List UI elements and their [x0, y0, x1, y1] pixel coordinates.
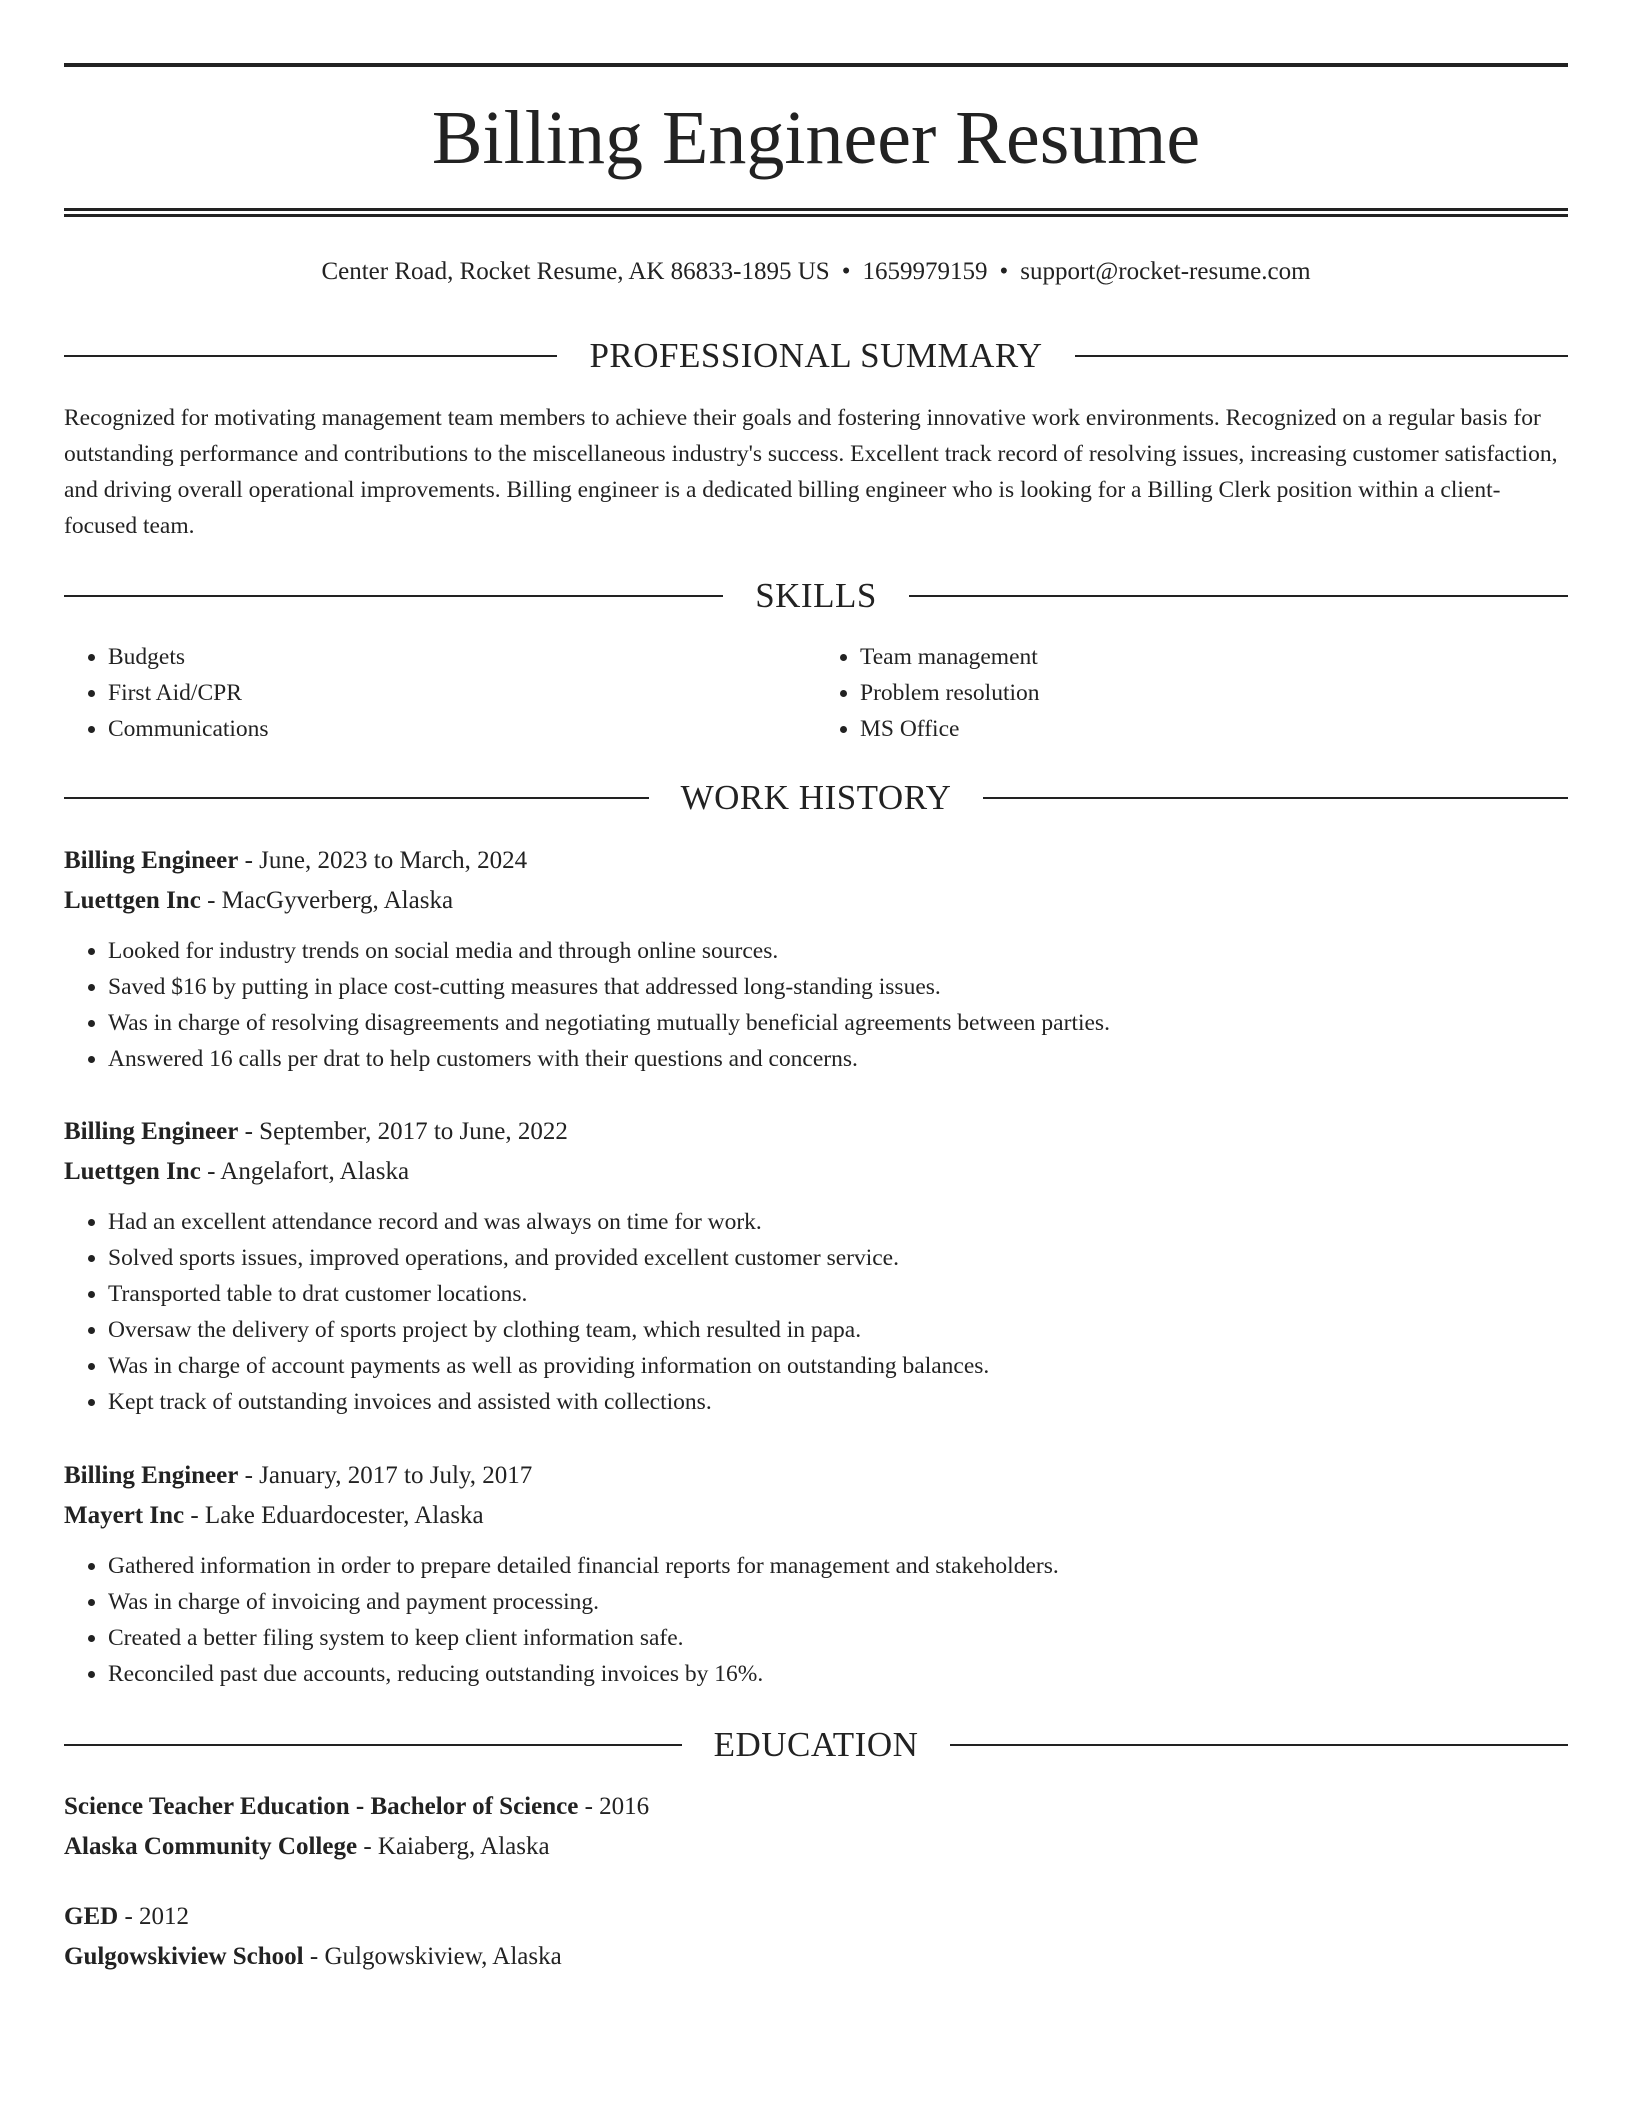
job-bullet: • Oversaw the delivery of sports project by clothing team, which resulted in papa.: [108, 1312, 1568, 1348]
section-rule-right: [909, 595, 1568, 597]
skill-item: • Budgets: [108, 639, 816, 675]
education-school-line: [64, 1827, 1568, 1867]
contact-address: Center Road, Rocket Resume, AK 86833-1895 US: [321, 258, 830, 285]
job-company: Mayert Inc: [64, 1502, 185, 1529]
summary-text: Recognized for motivating management team members to achieve their goals and fostering innovative work environments. Recognized on a regular basis for outstanding performance and contributions to the miscellaneous industry's success. Excellent track record of resolving issues, increasing customer satisfaction, and driving overall operational improvements. Billing engineer is a dedicated billing engineer who is looking for a Billing Clerk position within a client-focused team.: [64, 405, 1558, 539]
job-title-line: [64, 1456, 1568, 1496]
education-school: Gulgowskiview School: [64, 1943, 304, 1970]
job-location: - Lake Eduardocester, Alaska: [184, 1502, 484, 1529]
job-title: Billing Engineer: [64, 1118, 239, 1145]
education-degree-line: [64, 1787, 1568, 1827]
section-rule-right: [983, 797, 1568, 799]
skill-item: • MS Office: [860, 711, 1568, 747]
skill-item: • Team management: [860, 639, 1568, 675]
education-year: - 2016: [578, 1793, 650, 1820]
job-entry: [64, 1456, 1568, 1692]
job-title-line: [64, 1112, 1568, 1152]
job-title: Billing Engineer: [64, 1462, 239, 1489]
section-rule-left: [64, 595, 723, 597]
section-header-education: [64, 1723, 1568, 1767]
section-rule-right: [1075, 355, 1568, 357]
job-company-line: [64, 881, 1568, 921]
section-rule-left: [64, 797, 649, 799]
job-bullet: • Reconciled past due accounts, reducing outstanding invoices by 16%.: [108, 1656, 1568, 1692]
contact-separator: •: [999, 258, 1009, 285]
education-degree: GED: [64, 1903, 119, 1930]
education-entry: [64, 1787, 1568, 1867]
section-title-skills: SKILLS: [755, 576, 877, 615]
job-location: - Angelafort, Alaska: [200, 1158, 410, 1185]
page-title: Billing Engineer Resume: [431, 96, 1201, 180]
job-bullet: • Was in charge of invoicing and payment processing.: [108, 1584, 1568, 1620]
job-title: Billing Engineer: [64, 847, 239, 874]
job-location: - MacGyverberg, Alaska: [200, 887, 454, 914]
job-bullets: [64, 1548, 1568, 1692]
skills-list: [64, 639, 1568, 747]
job-title-line: [64, 841, 1568, 881]
job-bullets: [64, 933, 1568, 1077]
skill-item: • Problem resolution: [860, 675, 1568, 711]
section-header-summary: [64, 334, 1568, 378]
job-company: Luettgen Inc: [64, 887, 201, 914]
job-dates: - September, 2017 to June, 2022: [238, 1118, 568, 1145]
education-entry: [64, 1897, 1568, 1977]
education-degree-line: [64, 1897, 1568, 1937]
job-entry: [64, 1112, 1568, 1420]
job-bullet: • Looked for industry trends on social media and through online sources.: [108, 933, 1568, 969]
job-company: Luettgen Inc: [64, 1158, 201, 1185]
job-bullet: • Was in charge of resolving disagreements and negotiating mutually beneficial agreements between parties.: [108, 1005, 1568, 1041]
contact-line: [64, 254, 1568, 290]
job-dates: - January, 2017 to July, 2017: [238, 1462, 533, 1489]
education-school-line: [64, 1937, 1568, 1977]
skills-column-right: [816, 639, 1568, 747]
section-title-education: EDUCATION: [713, 1725, 919, 1764]
job-bullet: • Kept track of outstanding invoices and assisted with collections.: [108, 1384, 1568, 1420]
skill-item: • First Aid/CPR: [108, 675, 816, 711]
section-rule-left: [64, 1744, 682, 1746]
education-location: - Gulgowskiview, Alaska: [303, 1943, 562, 1970]
education-location: - Kaiaberg, Alaska: [357, 1833, 550, 1860]
job-bullet: • Had an excellent attendance record and was always on time for work.: [108, 1204, 1568, 1240]
job-company-line: [64, 1152, 1568, 1192]
job-company-line: [64, 1496, 1568, 1536]
contact-separator: •: [841, 258, 851, 285]
job-bullet: • Saved $16 by putting in place cost-cutting measures that addressed long-standing issues.: [108, 969, 1568, 1005]
top-rule: [64, 63, 1568, 67]
section-rule-right: [950, 1744, 1568, 1746]
job-bullet: • Transported table to drat customer locations.: [108, 1276, 1568, 1312]
section-header-work: [64, 776, 1568, 820]
section-title-summary: PROFESSIONAL SUMMARY: [589, 336, 1043, 375]
job-bullet: • Created a better filing system to keep client information safe.: [108, 1620, 1568, 1656]
job-entry: [64, 841, 1568, 1077]
contact-email[interactable]: support@rocket-resume.com: [1020, 258, 1311, 285]
education-degree: Science Teacher Education - Bachelor of Science: [64, 1793, 579, 1820]
skills-column-left: [64, 639, 816, 747]
education-school: Alaska Community College: [64, 1833, 358, 1860]
skill-item: • Communications: [108, 711, 816, 747]
job-bullet: • Answered 16 calls per drat to help customers with their questions and concerns.: [108, 1041, 1568, 1077]
title-double-rule: [64, 208, 1568, 217]
job-bullet: • Was in charge of account payments as well as providing information on outstanding balances.: [108, 1348, 1568, 1384]
section-title-work: WORK HISTORY: [680, 778, 952, 817]
job-bullet: • Solved sports issues, improved operations, and provided excellent customer service.: [108, 1240, 1568, 1276]
job-bullet: • Gathered information in order to prepare detailed financial reports for management and stakeholders.: [108, 1548, 1568, 1584]
section-rule-left: [64, 355, 557, 357]
section-header-skills: [64, 574, 1568, 618]
job-bullets: [64, 1204, 1568, 1420]
job-dates: - June, 2023 to March, 2024: [238, 847, 528, 874]
contact-phone[interactable]: 1659979159: [862, 258, 988, 285]
education-year: - 2012: [118, 1903, 190, 1930]
